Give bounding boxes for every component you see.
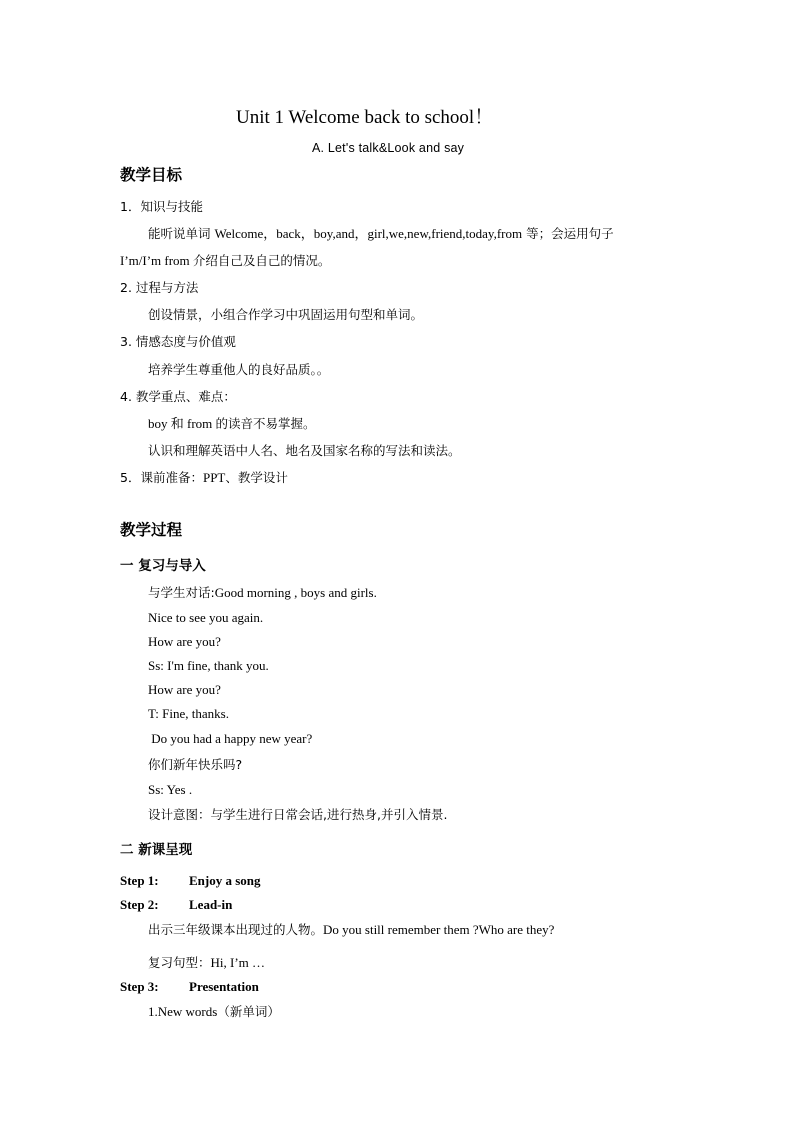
step-2-question: Do you still remember them ?Who are they? xyxy=(323,922,555,937)
objective-1-line-1 xyxy=(148,226,614,242)
document-title: Unit 1 Welcome back to school！ xyxy=(236,107,494,128)
step-1-label: Step 1: xyxy=(120,873,159,888)
objective-4-words: boy 和 from xyxy=(148,416,216,431)
objective-3-text: 培养学生尊重他人的良好品质。。 xyxy=(148,362,330,377)
part-1-line-2: Nice to see you again. xyxy=(148,610,264,625)
step-2-sentence: Hi, I’m … xyxy=(210,955,266,970)
objective-1-label: 1．知识与技能 xyxy=(120,199,203,214)
part-1-line-5: How are you? xyxy=(148,682,221,697)
part-1-line-4: Ss: I'm fine, thank you. xyxy=(148,658,269,673)
step-3-line-1 xyxy=(148,1004,280,1020)
part-1-line-3: How are you? xyxy=(148,634,221,649)
process-heading: 教学过程 xyxy=(120,521,183,539)
document-subtitle: A. Let's talk&Look and say xyxy=(312,141,465,155)
step-2-line-2-part-a: 复习句型： xyxy=(148,955,211,970)
objective-1-sentence: I’m/I’m from xyxy=(120,253,193,268)
objective-2-text: 创设情景，小组合作学习中巩固运用句型和单词。 xyxy=(148,307,424,322)
step-3-label: Step 3: xyxy=(120,979,159,994)
objective-5-label: 5．课前准备： xyxy=(120,470,203,485)
part-1-line-1 xyxy=(148,585,377,601)
objective-1-line-1-part-a: 能听说单词 xyxy=(148,226,215,241)
step-2-line-1-part-a: 出示三年级课本出现过的人物。 xyxy=(148,922,324,937)
part-1-heading: 一 复习与导入 xyxy=(120,558,206,574)
part-1-line-6: T: Fine, thanks. xyxy=(148,706,229,721)
objective-2-label: 2. 过程与方法 xyxy=(120,280,199,295)
objective-3-label: 3. 情感态度与价值观 xyxy=(120,334,236,349)
step-2-line-2 xyxy=(148,955,265,971)
step-3-new-words: 1.New words xyxy=(148,1004,218,1019)
part-1-line-7: Do you had a happy new year? xyxy=(148,731,313,746)
objectives-heading: 教学目标 xyxy=(120,166,183,184)
objective-5 xyxy=(120,470,288,486)
part-1-design-intent: 设计意图：与学生进行日常会话,进行热身,并引入情景. xyxy=(148,807,448,822)
part-1-line-8: 你们新年快乐吗? xyxy=(148,757,243,772)
objective-1-line-2-part-b: 介绍自己及自己的情况。 xyxy=(192,253,331,268)
objective-4-label: 4. 教学重点、难点： xyxy=(120,389,236,404)
objective-4-text-1-part-b: 的读音不易掌握。 xyxy=(215,416,316,431)
part-1-line-9: Ss: Yes . xyxy=(148,782,193,797)
objective-1-line-2 xyxy=(120,253,330,269)
objective-1-word-list: Welcome，back，boy,and，girl,we,new,friend,today,from xyxy=(214,226,523,241)
part-1-line-1-part-a: 与学生对话: xyxy=(148,585,215,600)
objective-4-text-2: 认识和理解英语中人名、地名及国家名称的写法和读法。 xyxy=(148,443,461,458)
objective-1-line-1-part-c: 等；会运用句子 xyxy=(522,226,614,241)
objective-4-text-1 xyxy=(148,416,316,432)
objective-5-rest: 、教学设计 xyxy=(225,470,288,485)
part-2-heading: 二 新课呈现 xyxy=(120,842,193,858)
step-2-label: Step 2: xyxy=(120,897,159,912)
step-2-line-1 xyxy=(148,922,554,938)
objective-5-ppt: PPT xyxy=(202,470,226,485)
step-3-text: Presentation xyxy=(189,979,259,994)
step-3-line-1-part-b: （新单词） xyxy=(217,1004,280,1019)
step-2-text: Lead-in xyxy=(189,897,233,912)
step-1-text: Enjoy a song xyxy=(189,873,261,888)
part-1-greeting: Good morning , boys and girls. xyxy=(214,585,377,600)
